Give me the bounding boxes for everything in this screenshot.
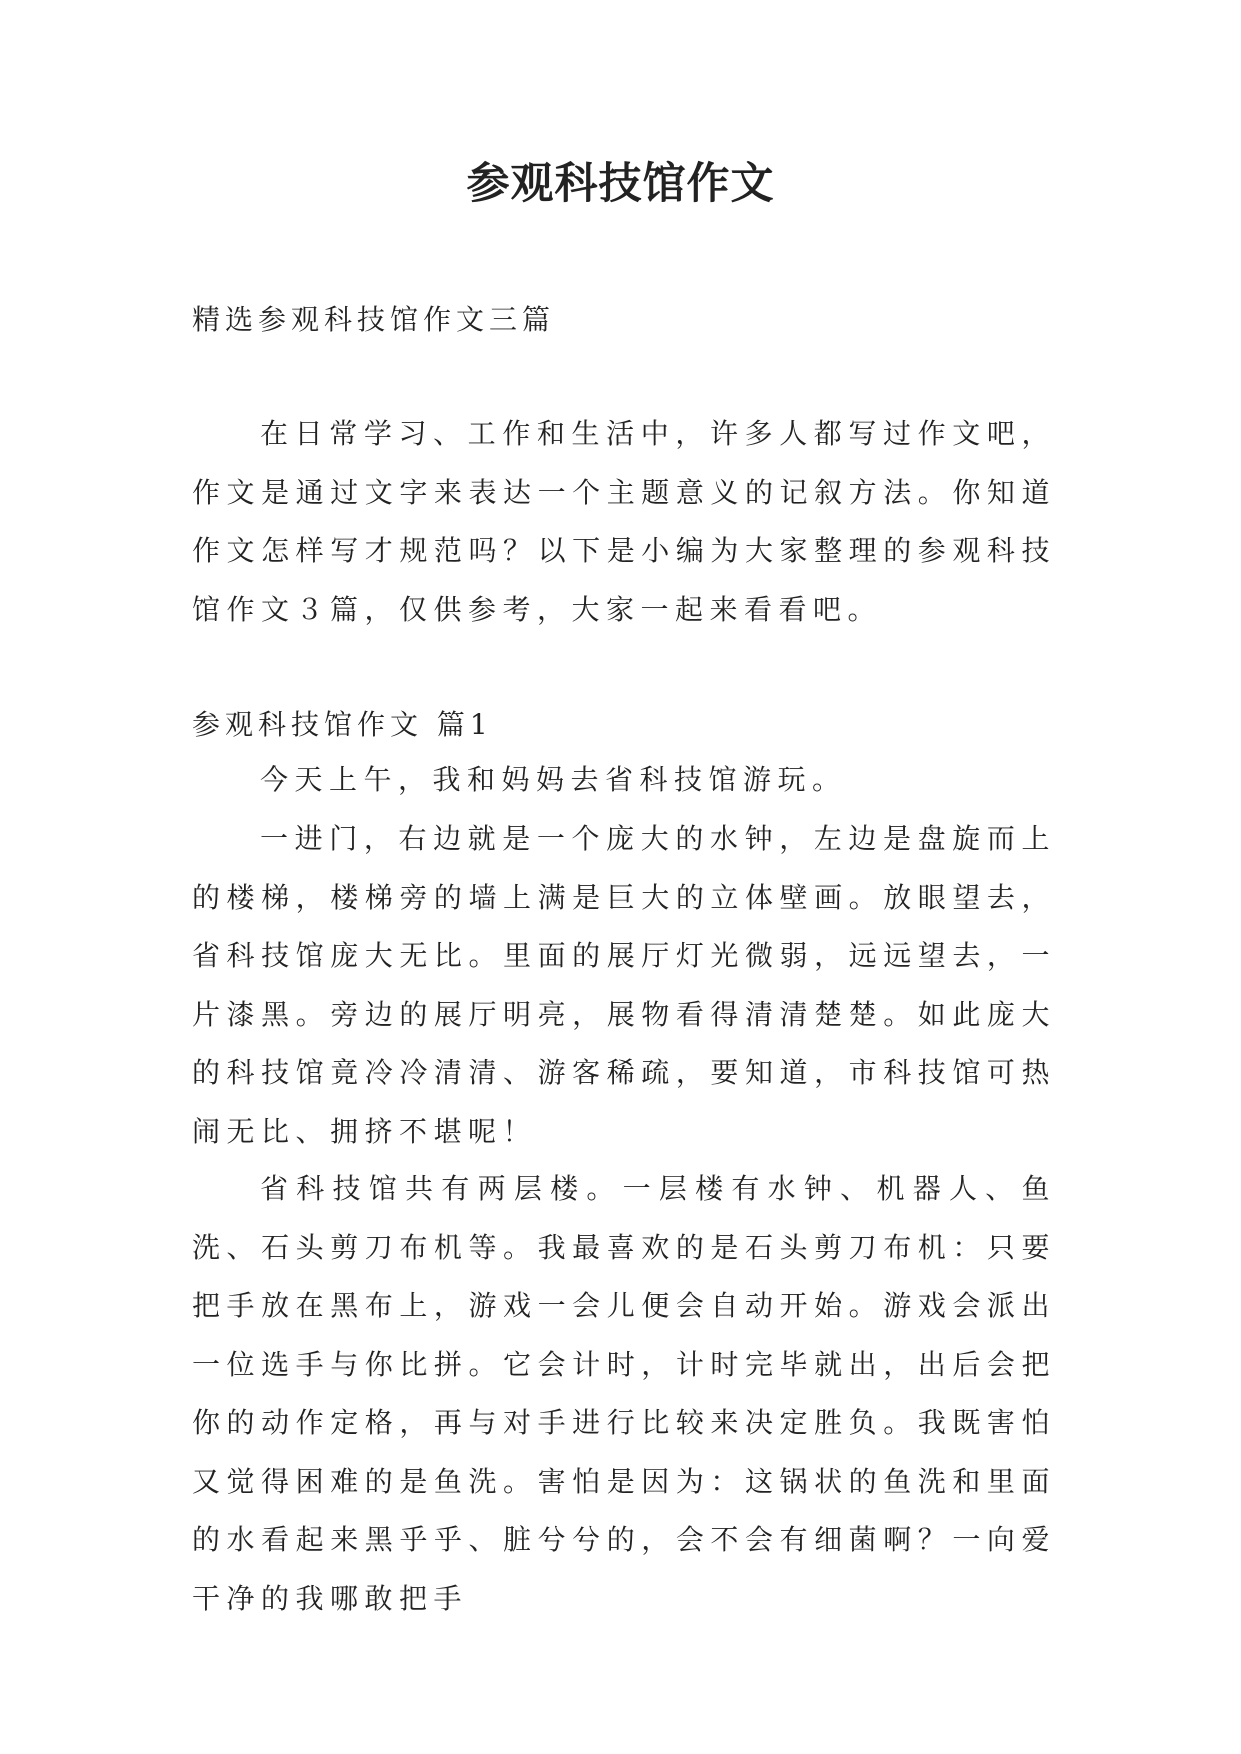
body-paragraph: 一进门，右边就是一个庞大的水钟，左边是盘旋而上的楼梯，楼梯旁的墙上满是巨大的立体壁画。放眼望去，省科技馆庞大无比。里面的展厅灯光微弱，远远望去，一片漆黑。旁边的展厅明亮，展物看得清清楚楚。如此庞大的科技馆竟冷冷清清、游客稀疏，要知道，市科技馆可热闹无比、拥挤不堪呢！: [192, 822, 1056, 1148]
document-title: 参观科技馆作文: [466, 159, 775, 209]
body-paragraph: 今天上午，我和妈妈去省科技馆游玩。: [260, 763, 847, 796]
section-heading: 参观科技馆作文 篇1: [192, 708, 493, 741]
document-subtitle: 精选参观科技馆作文三篇: [192, 303, 556, 336]
body-paragraph: 省科技馆共有两层楼。一层楼有水钟、机器人、鱼洗、石头剪刀布机等。我最喜欢的是石头剪刀布机：只要把手放在黑布上，游戏一会儿便会自动开始。游戏会派出一位选手与你比拼。它会计时，计时完毕就出，出后会把你的动作定格，再与对手进行比较来决定胜负。我既害怕又觉得困难的是鱼洗。害怕是因为：这锅状的鱼洗和里面的水看起来黑乎乎、脏兮兮的，会不会有细菌啊？一向爱干净的我哪敢把手: [192, 1172, 1056, 1615]
intro-paragraph: 在日常学习、工作和生活中，许多人都写过作文吧，作文是通过文字来表达一个主题意义的记叙方法。你知道作文怎样写才规范吗？以下是小编为大家整理的参观科技馆作文３篇，仅供参考，大家一起来看看吧。: [192, 417, 1056, 626]
